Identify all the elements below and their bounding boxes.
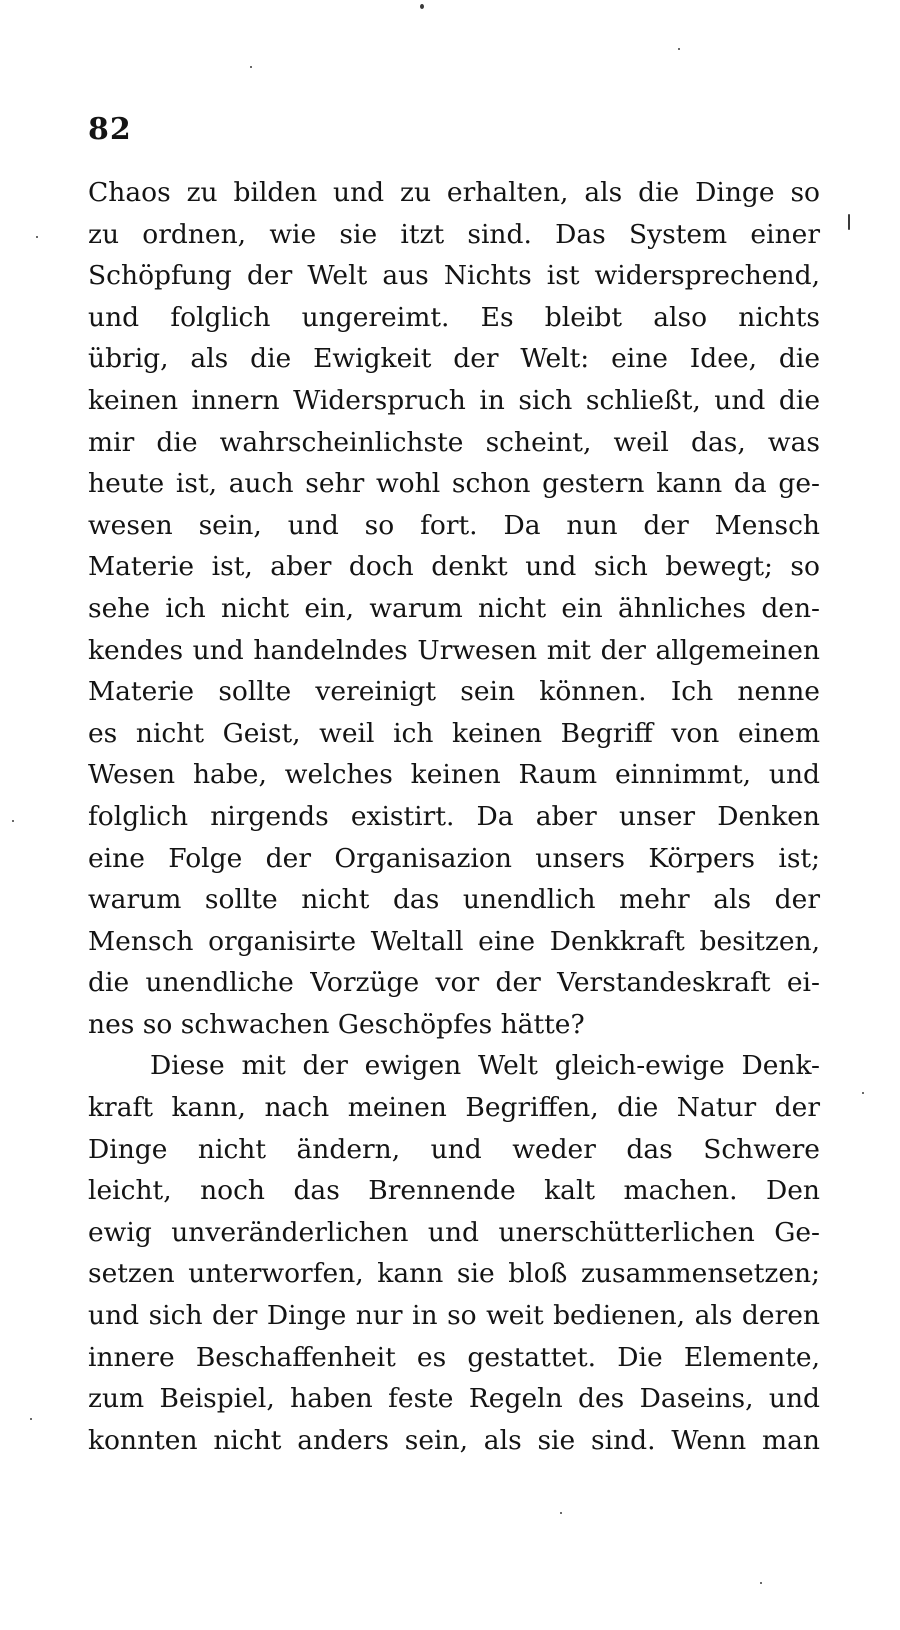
text-line: Chaos zu bilden und zu erhalten, als die Dinge so xyxy=(88,177,820,208)
scan-speck xyxy=(862,1092,864,1094)
text-line: wesen sein, und so fort. Da nun der Mensch xyxy=(88,509,820,541)
text-line: Schöpfung der Welt aus Nichts ist widersprechend, xyxy=(88,260,820,292)
scan-speck xyxy=(678,48,680,50)
scan-speck xyxy=(250,66,252,68)
scan-speck xyxy=(848,214,850,230)
text-line: mir die wahrscheinlichste scheint, weil das, was xyxy=(88,426,820,458)
text-line: folglich nirgends existirt. Da aber unser Denken xyxy=(88,800,820,832)
body-text xyxy=(88,172,820,1461)
text-line: warum sollte nicht das unendlich mehr als der xyxy=(88,884,820,916)
scan-speck xyxy=(760,1582,762,1584)
paragraph-start-line: Diese mit der ewigen Welt gleich-ewige Denk- xyxy=(150,1050,820,1082)
text-line: setzen unterworfen, kann sie bloß zusammensetzen; xyxy=(88,1258,820,1290)
text-line: kraft kann, nach meinen Begriffen, die Natur der xyxy=(88,1092,820,1124)
text-line: heute ist, auch sehr wohl schon gestern kann da ge- xyxy=(88,468,820,500)
text-line: Materie ist, aber doch denkt und sich bewegt; so xyxy=(88,551,820,583)
text-line: zu ordnen, wie sie itzt sind. Das System einer xyxy=(88,218,820,250)
text-line: leicht, noch das Brennende kalt machen. Den xyxy=(88,1175,820,1207)
text-line: eine Folge der Organisazion unsers Körpers ist; xyxy=(88,842,820,874)
text-line: Dinge nicht ändern, und weder das Schwere xyxy=(88,1133,820,1165)
text-line: sehe ich nicht ein, warum nicht ein ähnliches den- xyxy=(88,592,820,624)
text-line: es nicht Geist, weil ich keinen Begriff von einem xyxy=(88,717,820,749)
text-line: konnten nicht anders sein, als sie sind. Wenn man xyxy=(88,1424,820,1456)
text-line: und sich der Dinge nur in so weit bedienen, als deren xyxy=(88,1300,820,1332)
text-line: kendes und handelndes Urwesen mit der allgemeinen xyxy=(88,634,820,666)
text-line: zum Beispiel, haben feste Regeln des Daseins, und xyxy=(88,1383,820,1415)
text-line: die unendliche Vorzüge vor der Verstandeskraft ei- xyxy=(88,967,820,999)
text-line: Materie sollte vereinigt sein können. Ich nenne xyxy=(88,676,820,708)
page-number: 82 xyxy=(88,112,132,147)
scan-speck xyxy=(560,1512,562,1514)
scan-speck xyxy=(420,4,424,9)
text-line: Mensch organisirte Weltall eine Denkkraft besitzen, xyxy=(88,925,820,957)
scan-speck xyxy=(12,820,14,822)
text-line: Wesen habe, welches keinen Raum einnimmt, und xyxy=(88,759,820,791)
text-line: übrig, als die Ewigkeit der Welt: eine Idee, die xyxy=(88,343,820,375)
scan-speck xyxy=(36,236,38,238)
text-line: und folglich ungereimt. Es bleibt also nichts xyxy=(88,301,820,333)
paragraph-end-line: nes so schwachen Geschöpfes hätte? xyxy=(88,1008,585,1040)
text-line: innere Beschaffenheit es gestattet. Die Elemente, xyxy=(88,1341,820,1373)
text-line: keinen innern Widerspruch in sich schließt, und die xyxy=(88,384,820,416)
scan-speck xyxy=(30,1418,32,1420)
text-line: ewig unveränderlichen und unerschütterlichen Ge- xyxy=(88,1216,820,1248)
